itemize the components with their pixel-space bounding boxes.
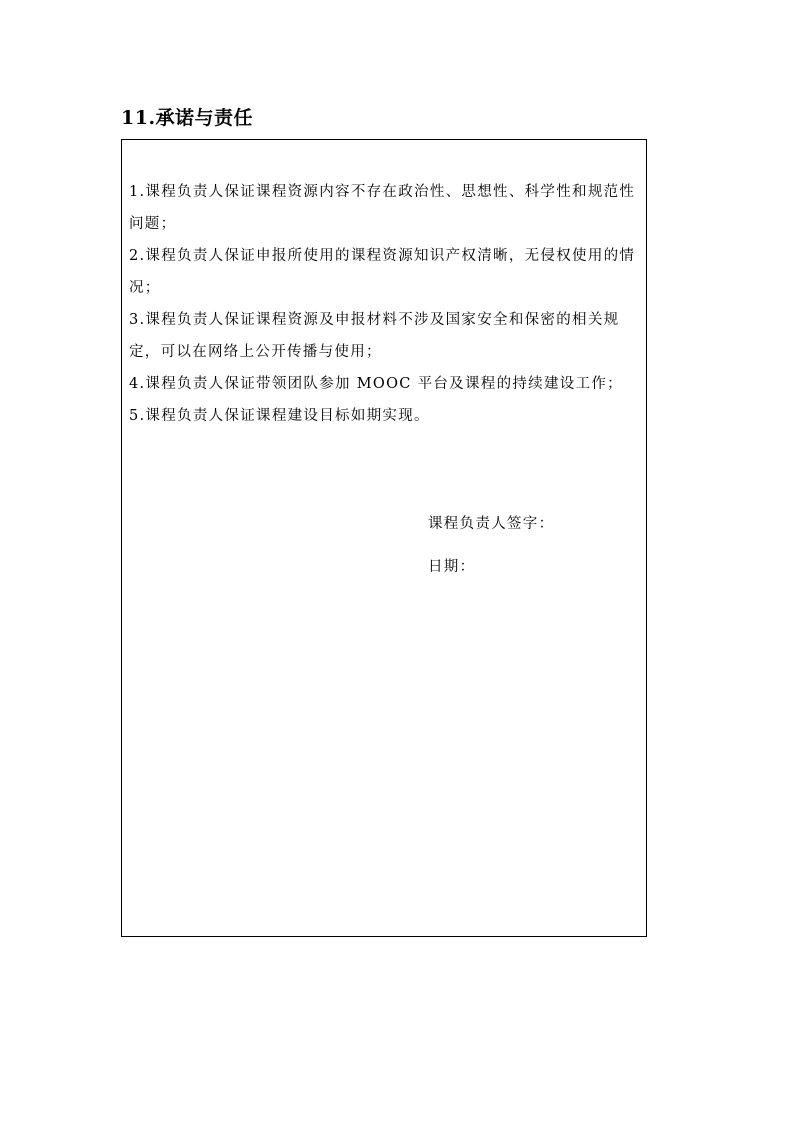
section-title: 11.承诺与责任: [121, 107, 254, 129]
pledge-item-2: 2.课程负责人保证申报所使用的课程资源知识产权清晰，无侵权使用的情况；: [129, 248, 636, 296]
pledge-item-1: 1.课程负责人保证课程资源内容不存在政治性、思想性、科学性和规范性问题；: [129, 184, 636, 232]
pledge-item-4: 4.课程负责人保证带领团队参加 MOOC 平台及课程的持续建设工作；: [129, 376, 623, 392]
date-label: 日期：: [428, 559, 476, 575]
pledge-list: [129, 176, 641, 432]
signature-area: [428, 503, 554, 589]
pledge-box: [121, 139, 647, 937]
pledge-item-5: 5.课程负责人保证课程建设目标如期实现。: [129, 408, 430, 424]
signer-label: 课程负责人签字：: [428, 516, 555, 532]
signer-row: [428, 503, 554, 546]
pledge-item-3: 3.课程负责人保证课程资源及申报材料不涉及国家安全和保密的相关规定，可以在网络上公开传播与使用；: [129, 312, 620, 360]
date-row: [428, 546, 554, 589]
